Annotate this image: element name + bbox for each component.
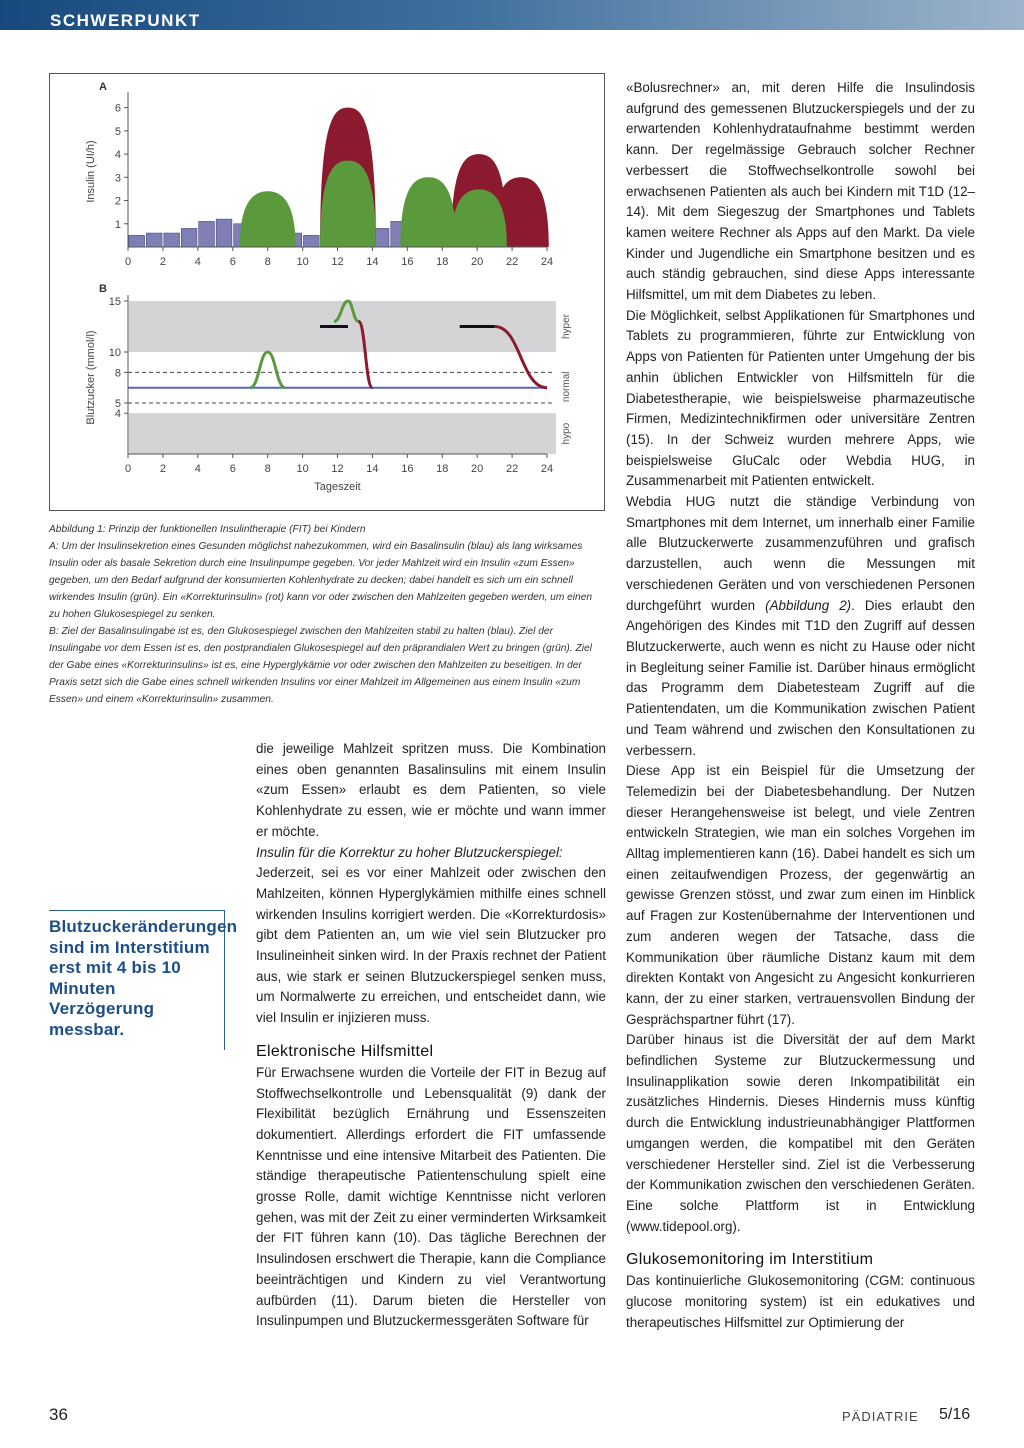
section-header-bar xyxy=(0,0,1024,30)
y-tick-label: 8 xyxy=(114,367,121,380)
y-tick-label: 4 xyxy=(114,149,121,162)
meal-glucose-curve xyxy=(250,352,285,388)
panel-label: A xyxy=(99,81,107,93)
y-tick-label: 1 xyxy=(114,218,121,231)
basal-bar xyxy=(164,233,180,247)
x-tick-label: 16 xyxy=(401,463,414,475)
x-tick-label: 6 xyxy=(229,256,236,268)
basal-bar xyxy=(199,221,215,247)
basal-bar xyxy=(216,219,232,247)
x-tick-label: 24 xyxy=(540,463,554,475)
issue-number: 5/16 xyxy=(939,1406,971,1423)
x-tick-label: 18 xyxy=(436,256,449,268)
caption-title: Abbildung 1: Prinzip der funktionellen Insulintherapie (FIT) bei Kindern xyxy=(49,524,366,535)
x-axis-label: Tageszeit xyxy=(314,481,361,493)
x-tick-label: 0 xyxy=(124,463,132,475)
y-axis-label: Insulin (UI/h) xyxy=(85,140,97,203)
y-axis-label: Blutzucker (mmol/l) xyxy=(85,330,97,425)
y-tick-label: 5 xyxy=(114,398,121,410)
paragraph: «Bolusrechner» an, mit deren Hilfe die Insulindosis aufgrund des gemessenen Blutzuckerspiegels und der zu erwartenden Kohlenhydrataufnahme bestimmt werden kann. Der regelmässige Gebrauch solcher Rechner verbessert die Stoffwechselkontrolle sowohl bei erwachsenen Patienten als auch bei Kindern mit T1D (12–14). Mit dem Siegeszug der Smartphones und Tablets kamen weitere Rechner als Apps auf den Markt. Da viele Kinder und Jugendliche ein Smartphone besitzen und es auch ständig gebrauchen, sind diese Apps interessante Hilfsmittel, um mit dem Diabetes zu leben. xyxy=(626,80,975,303)
basal-bar xyxy=(181,228,197,247)
x-tick-label: 14 xyxy=(366,256,379,268)
x-tick-label: 2 xyxy=(159,256,166,268)
x-tick-label: 0 xyxy=(124,256,132,268)
panel-label: B xyxy=(99,283,107,295)
figure-chart xyxy=(50,74,604,510)
paragraph xyxy=(626,492,975,761)
y-tick-label: 5 xyxy=(114,125,121,138)
hypo-zone xyxy=(129,413,556,454)
x-tick-label: 14 xyxy=(366,463,379,475)
paragraph: Für Erwachsene wurden die Vorteile der FIT in Bezug auf Stoffwechselkontrolle und Lebensqualität (9) dank der Flexibilität bezüglich Ernährung und Essenszeiten dokumentiert. Allerdings erfordert die FIT umfassende Kenntnisse und eine intensive Mitarbeit des Patienten. Die ständige therapeutische Patientenschulung spielt eine grosse Rolle, damit wichtige Kenntnisse nicht verloren gehen, was mit der Zeit zu einer verminderten Wirksamkeit der FIT führen kann (10). Das tägliche Berechnen der Insulindosen erschwert die Therapie, kann die Compliance beeinträchtigen und Kindern zu viel Verantwortung aufbürden (11). Darum bieten die Hersteller von Insulinpumpen und Blutzuckermessgeräten Software für xyxy=(256,1064,606,1329)
zone-label: hypo xyxy=(561,422,572,445)
x-tick-label: 20 xyxy=(471,463,484,475)
x-tick-label: 12 xyxy=(331,256,344,268)
x-tick-label: 4 xyxy=(194,463,201,475)
x-tick-label: 8 xyxy=(264,256,271,268)
caption-part-a: A: Um der Insulinsekretion eines Gesunden möglichst nahezukommen, wird ein Basalinsulin (blau) als lang wirksames Insulin oder als basale Sekretion durch eine Insulinpumpe gegeben. Vor jeder Mahlzeit wird ein Insulin «zum Essen» gegeben, um den Bedarf aufgrund der konsumierten Kohlenhydrate zu decken; dabei handelt es sich um ein schnell wirkendes Insulin (grün). Ein «Korrekturinsulin» (rot) kann vor oder zwischen den Mahlzeiten gegeben werden, um einen zu hohen Glukosespiegel zu senken. xyxy=(49,541,593,620)
zone-label: hyper xyxy=(561,313,572,340)
meal-insulin-peak xyxy=(400,177,456,247)
paragraph xyxy=(256,843,606,1029)
x-tick-label: 6 xyxy=(229,463,236,475)
x-tick-label: 4 xyxy=(194,256,201,268)
page-number: 36 xyxy=(49,1405,68,1424)
section-label: SCHWERPUNKT xyxy=(50,11,201,30)
y-tick-label: 6 xyxy=(114,102,121,115)
paragraph: die jeweilige Mahlzeit spritzen muss. Die Kombination eines oben genannten Basalinsulins mit einem Insulin «zum Essen» erlaubt es dem Patienten, so viele Kohlenhydrate zu essen, wie er möchte und wann immer er möchte. xyxy=(256,741,606,839)
x-tick-label: 12 xyxy=(331,463,344,475)
caption-part-b: B: Ziel der Basalinsulingabe ist es, den Glukosespiegel zwischen den Mahlzeiten stabil zu halten (blau). Ziel der Insulingabe vor dem Essen ist es, den postprandialen Glukosespiegel auf den präprandialen Wert zu bringen (grün). Ziel der Gabe eines «Korrekturinsulins» ist es, eine Hyperglykämie vor oder zwischen den Mahlzeiten zu beseitigen. In der Praxis setzt sich die Gabe eines schnell wirkenden Insulins vor einer Mahlzeit im Allgemeinen aus einem Insulin «zum Essen» und einem «Korrekturinsulin» zusammen. xyxy=(49,626,592,705)
x-tick-label: 8 xyxy=(264,463,271,475)
figure-1 xyxy=(49,73,605,511)
y-tick-label: 10 xyxy=(108,347,121,359)
x-tick-label: 24 xyxy=(540,256,554,268)
y-tick-label: 2 xyxy=(114,195,121,208)
section-heading: Elektronische Hilfsmittel xyxy=(256,1042,434,1060)
middle-column xyxy=(256,739,606,1332)
section-heading: Glukosemonitoring im Interstitium xyxy=(626,1251,874,1269)
meal-insulin-peak xyxy=(240,191,296,247)
figure-caption xyxy=(49,521,605,708)
paragraph: Diese App ist ein Beispiel für die Umsetzung der Telemedizin bei der Diabetesbehandlung. Der Nutzen dieser Herangehensweise ist belegt, und viele Zentren entwickeln Strategien, wie man ein solches Vorgehen im Alltag implementieren kann (16). Dabei handelt es sich um einen zeitaufwendigen Prozess, der gegenwärtig an gewisse Grenzen stösst, und zwar zum einen im Hinblick auf Fragen zur Kostenübernahme der Interventionen und zum anderen wegen der Tatsache, dass die Kommunikation über räumliche Distanz kaum mit dem direkten Kontakt von Angesicht zu Angesicht konkurrieren kann, der zu einer starken, vertrauensvollen Bindung der Gesprächspartner führt (17). xyxy=(626,763,975,1027)
magazine-logo: PÄDIATRIE xyxy=(842,1409,919,1424)
x-tick-label: 10 xyxy=(296,463,309,475)
zone-label: normal xyxy=(561,371,572,403)
y-tick-label: 4 xyxy=(114,408,121,421)
basal-bar xyxy=(129,235,145,247)
x-tick-label: 20 xyxy=(471,256,484,268)
x-tick-label: 16 xyxy=(401,256,414,268)
paragraph-text: Jederzeit, sei es vor einer Mahlzeit oder zwischen den Mahlzeiten, können Hyperglykämien mithilfe eines schnell wirkenden Insulins korrigiert werden. Die «Korrekturdosis» gibt dem Patienten an, um wie viel sein Blutzucker pro Insulineinheit sinken wird. In der Praxis rechnet der Patient aus, wie stark er seinen Blutzuckerspiegel senken muss, um Normalwerte zu erreichen, und entscheidet dann, wie viel Insulin er injizieren muss. xyxy=(256,865,606,1026)
basal-bar xyxy=(146,233,162,247)
x-tick-label: 10 xyxy=(296,256,309,268)
x-tick-label: 22 xyxy=(505,463,519,475)
x-tick-label: 18 xyxy=(436,463,449,475)
paragraph: Die Möglichkeit, selbst Applikationen für Smartphones und Tablets zu programmieren, führte zur Entwicklung von Apps von Patienten für Patienten unter Umgehung der bis anhin üblichen Entwickler von Hilfsmitteln für die Diabetestherapie, wie beispielsweise pharmazeutische Firmen, Medizintechnikfirmen oder universitäre Zentren (15). In der Schweiz wurden mehrere Apps, wie beispielsweise GluCalc oder Webdia HUG, in Zusammenarbeit mit Patienten entwickelt. xyxy=(626,307,975,489)
paragraph-text: Webdia HUG nutzt die ständige Verbindung von Smartphones mit dem Internet, um innerhalb einer Familie alle Blutzuckerwerte zusammenzuführen und grafisch darzustellen, auch wenn die Messungen mit verschiedenen Geräten und von verschiedenen Personen durchgeführt wurden xyxy=(626,494,975,613)
paragraph: Das kontinuierliche Glukosemonitoring (CGM: continuous glucose monitoring system) ist ein edukatives und therapeutisches Hilfsmittel zur Optimierung der xyxy=(626,1273,975,1330)
y-tick-label: 15 xyxy=(108,296,121,308)
right-column xyxy=(626,78,975,1333)
paragraph-lead: Insulin für die Korrektur zu hoher Blutzuckerspiegel: xyxy=(256,844,563,860)
paragraph-text: . Dies erlaubt den Angehörigen des Kindes mit T1D den Zugriff auf dessen Blutzuckerwerte, auch wenn es nicht zu Hause oder nicht in Begleitung seiner Familie ist. Darüber hinaus ermöglicht das Programm dem Diabetesteam Zugriff auf die Patientendaten, um die Kommunikation zwischen Patient und Team während und zwischen den Konsultationen zu verbessern. xyxy=(626,597,975,758)
x-tick-label: 22 xyxy=(505,256,519,268)
figure-reference: (Abbildung 2) xyxy=(765,597,852,613)
basal-bar xyxy=(303,235,319,247)
paragraph: Darüber hinaus ist die Diversität der auf dem Markt befindlichen Systeme zur Blutzuckermessung und Insulinapplikation sowie deren Inkompatibilität ein zusätzliches Hindernis. Dieses Hindernis muss künftig durch die Entwicklung industrieunabhängiger Plattformen umgangen werden, die kompatibel mit den Geräten verschiedener Hersteller sind. Ziel ist die Verbesserung der Kommunikation zwischen den verschiedenen Geräten. Eine solche Plattform ist in Entwicklung (www.tidepool.org). xyxy=(626,1032,975,1234)
x-tick-label: 2 xyxy=(159,463,166,475)
y-tick-label: 3 xyxy=(114,172,121,185)
pull-quote: Blutzuckeränderungen sind im Interstitium erst mit 4 bis 10 Minuten Verzögerung messbar. xyxy=(49,910,225,1050)
